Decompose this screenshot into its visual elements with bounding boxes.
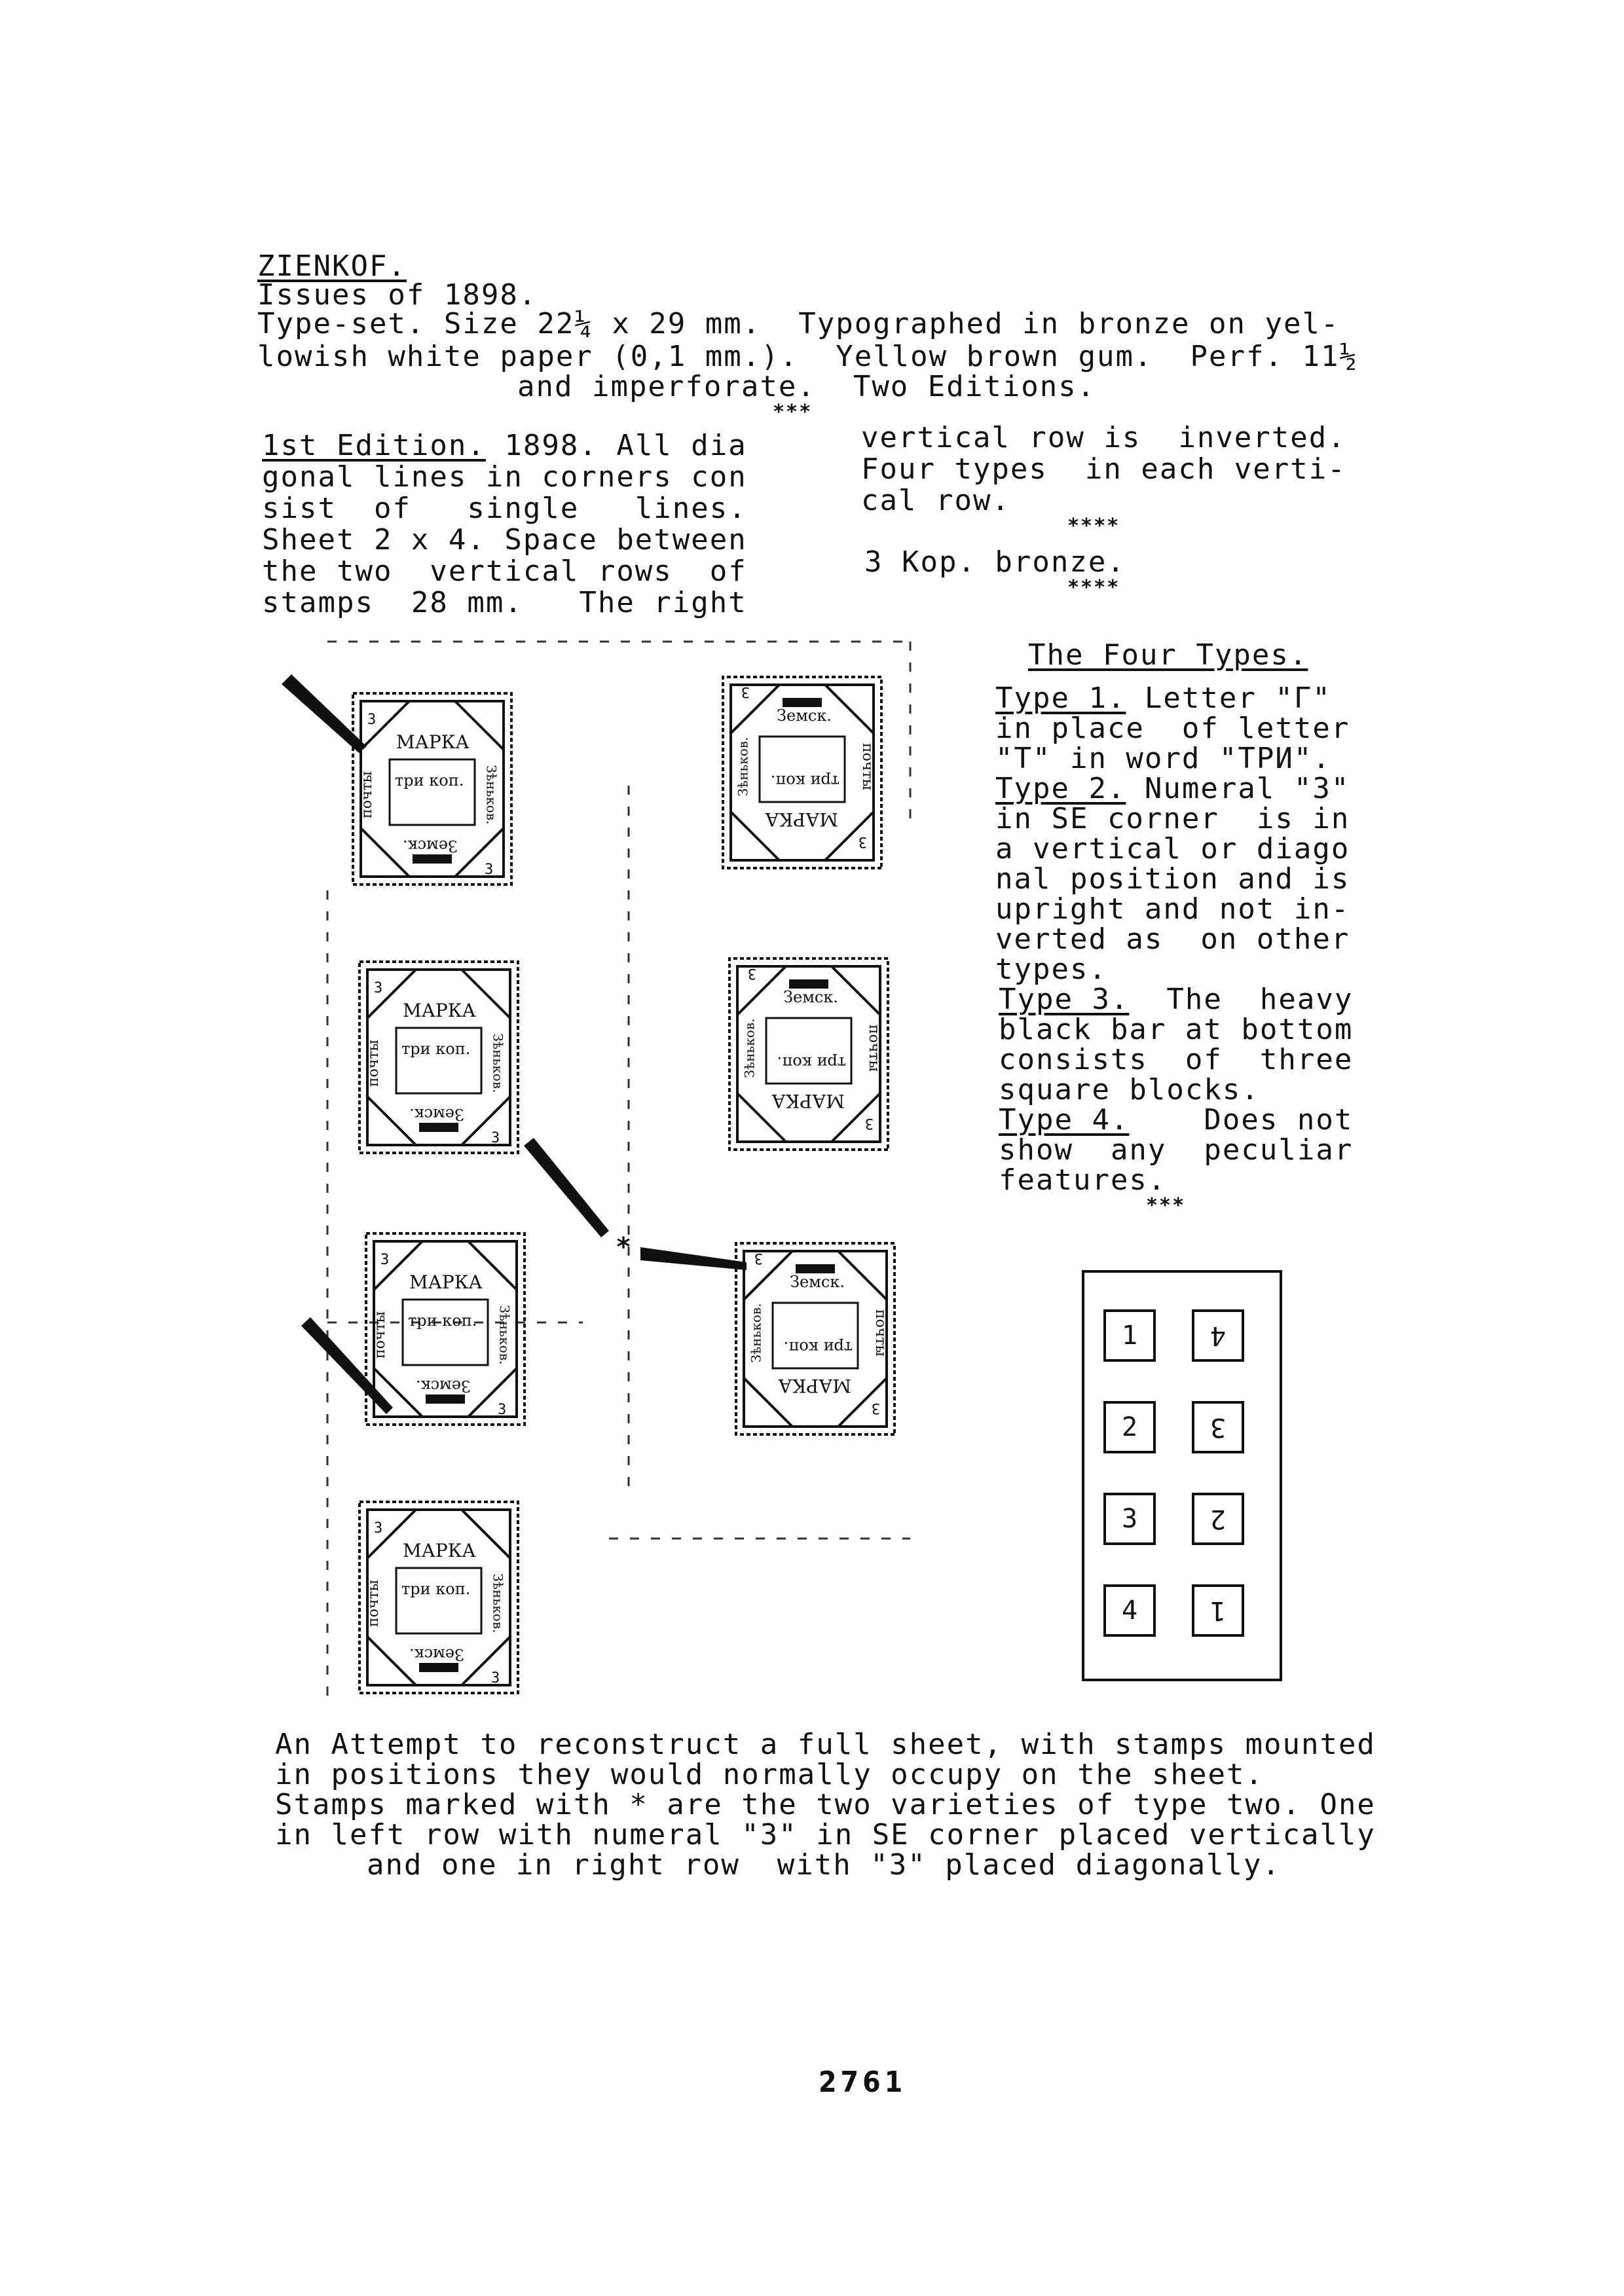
type3-line-4: square blocks. [999, 1073, 1260, 1106]
types-heading: The Four Types. [1028, 638, 1308, 672]
stamp-top-label: МАРКА [396, 731, 470, 753]
stamp-bottom-label: Земск. [783, 988, 838, 1006]
stamp-right-label: Зѣньков. [490, 1573, 506, 1633]
type2-line-7: types. [995, 953, 1107, 986]
edition-paragraph-line-4: Sheet 2 x 4. Space between [262, 523, 747, 556]
type2-line-5: upright and not in- [995, 892, 1350, 926]
stamp-left-label: почты [365, 1039, 382, 1087]
type4-line-2: show any peculiar [999, 1133, 1354, 1167]
type4-label: Type 4. [999, 1103, 1130, 1137]
edition-paragraph-line-2: gonal lines in corners con [262, 460, 747, 494]
stamp-corner-numeral: 3 [491, 1670, 500, 1686]
stamp-corner-numeral: 3 [380, 1252, 390, 1268]
diagram-cell-left: 3 [1103, 1493, 1156, 1545]
stamp-top-label: МАРКА [403, 1540, 476, 1561]
diagram-cell-inverted-numeral: 4 [1209, 1321, 1227, 1351]
diagram-cell-right [1192, 1309, 1244, 1362]
stamp-bottom-label: Земск. [409, 1645, 464, 1664]
type3-text: The heavy [1129, 983, 1354, 1016]
pointer-type1 [282, 674, 367, 753]
types-stars: *** [1146, 1194, 1186, 1217]
stamp-top-label: МАРКА [403, 1000, 476, 1021]
stamp-right-label: Зѣньков. [748, 1303, 764, 1363]
stamp-middle-label: три коп. [401, 1040, 471, 1058]
diagram-cell-right [1192, 1584, 1244, 1637]
stamp-left-label: почты [858, 742, 876, 791]
stamp-corner-numeral: 3 [374, 1520, 383, 1537]
stamp-corner-numeral: 3 [741, 683, 750, 700]
stamp-right-label: Зѣньков. [735, 737, 751, 797]
stamp-corner-numeral: 3 [871, 1400, 880, 1416]
price-line: 3 Kop. bronze. [864, 545, 1126, 579]
right-paragraph-line-2: Four types in each verti- [861, 452, 1346, 486]
stamp-corner-numeral: 3 [485, 862, 494, 878]
type1-line-3: "T" in word "ТРИ". [995, 742, 1331, 775]
stamp-corner-numeral: 3 [864, 1115, 874, 1131]
description-line-1: Type-set. Size 22¼ x 29 mm. Typographed in bronze on yel- [257, 307, 1340, 340]
stamp-bottom-label: Земск. [790, 1273, 845, 1291]
type1-label: Type 1. [995, 682, 1126, 715]
caption-line-1: An Attempt to reconstruct a full sheet, with stamps mounted [275, 1728, 1376, 1761]
edition-text-1: 1898. All dia [485, 429, 747, 462]
right-paragraph-line-1: vertical row is inverted. [861, 421, 1346, 454]
diagram-cell-inverted-numeral: 3 [1209, 1412, 1227, 1442]
stamp-corner-numeral: 3 [858, 833, 867, 850]
diagram-cell-inverted-numeral: 2 [1209, 1504, 1227, 1534]
type2-line-3: a vertical or diago [995, 832, 1350, 866]
edition-paragraph-line-6: stamps 28 mm. The right [262, 586, 747, 619]
edition-paragraph-line-3: sist of single lines. [262, 492, 747, 525]
stamp-left-label: почты [865, 1024, 882, 1072]
stamp-left-label: почты [872, 1309, 889, 1357]
type2-line-6: verted as on other [995, 922, 1350, 956]
stamp-right-label: Зѣньков. [496, 1305, 513, 1365]
type2-line-2: in SE corner is in [995, 802, 1350, 835]
diagram-cell-left: 4 [1103, 1584, 1156, 1637]
issue-line: Issues of 1898. [257, 278, 538, 312]
separator-stars: *** [773, 401, 813, 424]
stamp-corner-numeral: 3 [747, 965, 756, 981]
stamp-top-label: МАРКА [765, 809, 838, 830]
type2-label: Type 2. [995, 772, 1126, 805]
right-stars-1: **** [1067, 515, 1120, 538]
diagram-cell-inverted-numeral: 1 [1209, 1595, 1227, 1626]
edition-heading: 1st Edition. [262, 429, 486, 462]
diagram-cell-left: 2 [1103, 1401, 1156, 1453]
stamp-middle-label: три коп. [777, 1053, 846, 1072]
stamp-corner-numeral: 3 [498, 1402, 507, 1418]
stamp-left-label: почты [359, 771, 376, 819]
description-line-3: and imperforate. Two Editions. [517, 370, 1096, 403]
edition-paragraph-line-5: the two vertical rows of [262, 555, 747, 588]
stamp-right-label: Зѣньков. [490, 1033, 506, 1093]
stamp-left-label: почты [372, 1311, 389, 1359]
asterisk-mark: * [616, 1232, 633, 1262]
type2-text: Numeral "3" [1126, 772, 1350, 805]
caption-line-2: in positions they would normally occupy on the sheet. [275, 1758, 1264, 1791]
diagram-cell-right [1192, 1493, 1244, 1545]
type1-text: Letter "Г" [1126, 682, 1331, 715]
description-line-2: lowish white paper (0,1 mm.). Yellow brown gum. Perf. 11½ [257, 340, 1358, 373]
stamp-middle-label: три коп. [783, 1338, 853, 1357]
stamp-corner-numeral: 3 [491, 1130, 500, 1146]
type2-line-4: nal position and is [995, 862, 1350, 896]
type3-line-2: black bar at bottom [999, 1013, 1354, 1046]
stamp-bottom-label: Земск. [403, 837, 458, 855]
stamp-top-label: МАРКА [771, 1090, 845, 1112]
stamp-top-label: МАРКА [778, 1375, 851, 1396]
type1-line-2: in place of letter [995, 712, 1350, 745]
stamp-middle-label: три коп. [770, 772, 840, 790]
stamp-middle-label: три коп. [408, 1311, 477, 1330]
pointer-type2-right [640, 1247, 747, 1270]
caption-line-3: Stamps marked with * are the two varieties of type two. One [275, 1788, 1376, 1821]
diagram-cell-left: 1 [1103, 1309, 1156, 1362]
right-paragraph-line-3: cal row. [861, 484, 1010, 517]
diagram-cell-right [1192, 1401, 1244, 1453]
stamp-bottom-label: Земск. [416, 1377, 471, 1395]
pointer-type2-left [301, 1317, 393, 1414]
stamp-top-label: МАРКА [409, 1271, 483, 1293]
type4-text: Does not [1129, 1103, 1354, 1137]
stamp-corner-numeral: 3 [754, 1250, 763, 1266]
type3-label: Type 3. [999, 983, 1130, 1016]
caption-line-4: in left row with numeral "3" in SE corner placed vertically [275, 1818, 1376, 1851]
stamp-corner-numeral: 3 [367, 712, 377, 728]
stamp-bottom-label: Земск. [777, 706, 832, 725]
stamp-right-label: Зѣньков. [741, 1018, 758, 1078]
pointer-type3 [524, 1138, 609, 1237]
type3-line-3: consists of three [999, 1043, 1354, 1076]
stamp-middle-label: три коп. [401, 1580, 471, 1598]
right-stars-2: **** [1067, 576, 1120, 599]
stamp-middle-label: три коп. [395, 771, 464, 790]
type4-line-3: features. [999, 1163, 1167, 1197]
stamp-right-label: Зѣньков. [483, 765, 500, 825]
stamp-bottom-label: Земск. [409, 1105, 464, 1123]
caption-line-5: and one in right row with "3" placed diagonally. [367, 1848, 1282, 1882]
stamp-left-label: почты [365, 1579, 382, 1628]
page-number: 2761 [819, 2066, 907, 2099]
stamp-corner-numeral: 3 [374, 980, 383, 996]
article-title: ZIENKOF. [257, 249, 407, 283]
